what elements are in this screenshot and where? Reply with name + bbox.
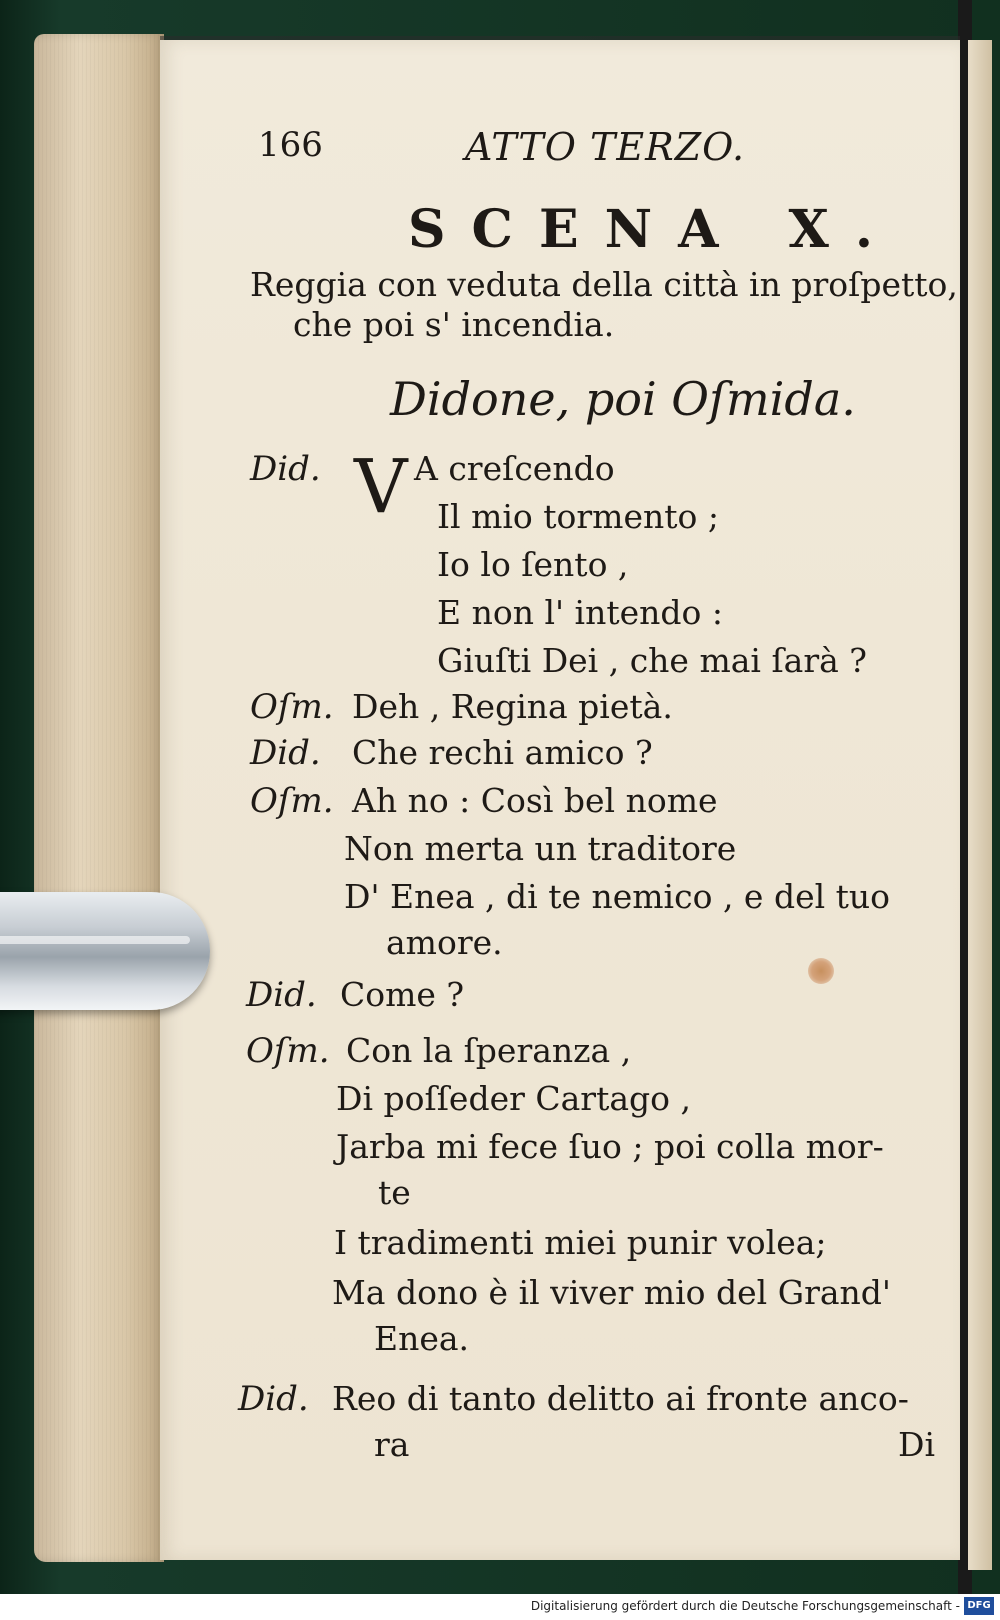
paper-stain [808,958,834,984]
drop-capital: V [354,444,408,530]
verse-line: Enea. [374,1319,470,1358]
speaker-label: Oſm. [250,781,334,821]
verse-line: D' Enea , di te nemico , e del tuo [344,877,891,916]
verse-line: Jarba mi fece ſuo ; poi colla mor- [336,1127,884,1166]
speaker-label: Oſm. [250,687,334,727]
page-holder-tool [0,892,210,1010]
verse-line: Ma dono è il viver mio del Grand' [332,1273,891,1312]
stage-direction-line-1: Reggia con veduta della città in proſpetto, [250,265,958,304]
verse-line: Il mio tormento ; [437,497,719,536]
character-list: Didone, poi Oſmida. [390,372,856,426]
dfg-logo: DFG [964,1597,994,1615]
page-number: 166 [258,125,323,165]
running-head: ATTO TERZO. [465,125,746,169]
speaker-label: Did. [250,449,321,489]
digitisation-credit: Digitalisierung gefördert durch die Deutsche Forschungsgemeinschaft - [530,1599,960,1613]
verse-line: I tradimenti miei punir volea; [334,1223,827,1262]
facing-page-edge [968,40,992,1570]
verse-line: Reo di tanto delitto ai fronte anco- [332,1379,909,1418]
verse-line: Ah no : Così bel nome [352,781,718,820]
verse-line: Io lo ſento , [437,545,629,584]
stage-direction-line-2: che poi s' incendia. [293,305,615,344]
book-page-edges [34,34,164,1562]
verse-line: Come ? [340,975,465,1014]
verse-line: Di poſſeder Cartago , [336,1079,691,1118]
verse-line: te [378,1173,411,1212]
verse-line: A creſcendo [414,449,615,488]
verse-line: Giuſti Dei , che mai ſarà ? [437,641,867,680]
speaker-label: Did. [250,733,321,773]
verse-line: E non l' intendo : [437,593,724,632]
verse-line: amore. [386,923,503,962]
verse-line: ra [374,1425,410,1464]
scene-title: SCENA X. [408,199,900,260]
speaker-label: Did. [238,1379,309,1419]
verse-line: Deh , Regina pietà. [352,687,673,726]
verse-line: Non merta un traditore [344,829,737,868]
catchword: Di [898,1425,936,1464]
speaker-label: Did. [246,975,317,1015]
verse-line: Con la ſperanza , [346,1031,632,1070]
speaker-label: Oſm. [246,1031,330,1071]
verse-line: Che rechi amico ? [352,733,653,772]
